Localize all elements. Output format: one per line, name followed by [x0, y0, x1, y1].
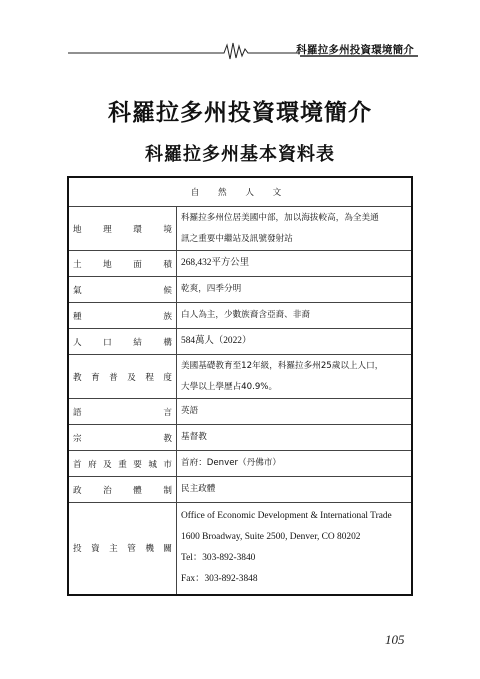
basic-info-table: [67, 176, 413, 596]
table-row: [68, 277, 412, 303]
value-line: 大學以上學歷占40.9%。: [181, 381, 278, 392]
row-label: 教育普及程度: [68, 355, 177, 399]
header-section-title: 科羅拉多州投資環境簡介: [296, 44, 414, 56]
table-row: [68, 477, 412, 503]
table-row: [68, 399, 412, 425]
value-line: Fax：303-892-3848: [181, 574, 258, 585]
value-line: 1600 Broadway, Suite 2500, Denver, CO 80202: [181, 532, 361, 543]
row-value: [177, 329, 413, 355]
page-title: 科羅拉多州投資環境簡介: [108, 100, 372, 126]
row-label: 投資主管機關: [68, 503, 177, 595]
table-row: [68, 251, 412, 277]
row-label: 種族: [68, 303, 177, 329]
value-line: 首府：Denver（丹佛市）: [181, 458, 282, 468]
table-row: [68, 425, 412, 451]
table-title: 科羅拉多州基本資料表: [145, 144, 335, 165]
row-label: 人口結構: [68, 329, 177, 355]
row-value: [177, 451, 413, 477]
table-row: [68, 207, 412, 251]
section-header-row: [68, 177, 412, 207]
table-row: [68, 303, 412, 329]
section-header: 自 然 人 文: [68, 177, 412, 207]
table-row: [68, 503, 412, 595]
value-line: 民主政體: [181, 484, 216, 494]
value-line: 訊之重要中繼站及訊號發射站: [181, 233, 293, 244]
value-line: 乾爽，四季分明: [181, 284, 242, 294]
row-value: [177, 207, 413, 251]
row-label: 土地面積: [68, 251, 177, 277]
table-row: [68, 355, 412, 399]
row-value: [177, 503, 413, 595]
row-value: [177, 399, 413, 425]
row-value: [177, 355, 413, 399]
row-label: 首府及重要城市: [68, 451, 177, 477]
row-label: 政治體制: [68, 477, 177, 503]
row-label: 地理環境: [68, 207, 177, 251]
page-number: 105: [385, 632, 405, 647]
value-line: 白人為主，少數族裔含亞裔、非裔: [181, 310, 310, 320]
row-label: 宗教: [68, 425, 177, 451]
row-value: [177, 477, 413, 503]
row-value: [177, 277, 413, 303]
row-value: [177, 251, 413, 277]
value-line: Tel：303-892-3840: [181, 553, 256, 564]
value-line: 基督教: [181, 432, 207, 442]
value-line: 268,432平方公里: [181, 258, 249, 268]
value-line: 美國基礎教育至12年級，科羅拉多州25歲以上人口，: [181, 360, 384, 371]
row-label: 氣候: [68, 277, 177, 303]
table-row: [68, 451, 412, 477]
value-line: 584萬人（2022）: [181, 336, 252, 346]
running-header: [68, 40, 418, 60]
row-value: [177, 425, 413, 451]
row-value: [177, 303, 413, 329]
value-line: 英語: [181, 406, 199, 416]
value-line: 科羅拉多州位居美國中部，加以海拔較高，為全美通: [181, 212, 379, 223]
value-line: Office of Economic Development & International Trade: [181, 511, 392, 522]
row-label: 語言: [68, 399, 177, 425]
table-row: [68, 329, 412, 355]
